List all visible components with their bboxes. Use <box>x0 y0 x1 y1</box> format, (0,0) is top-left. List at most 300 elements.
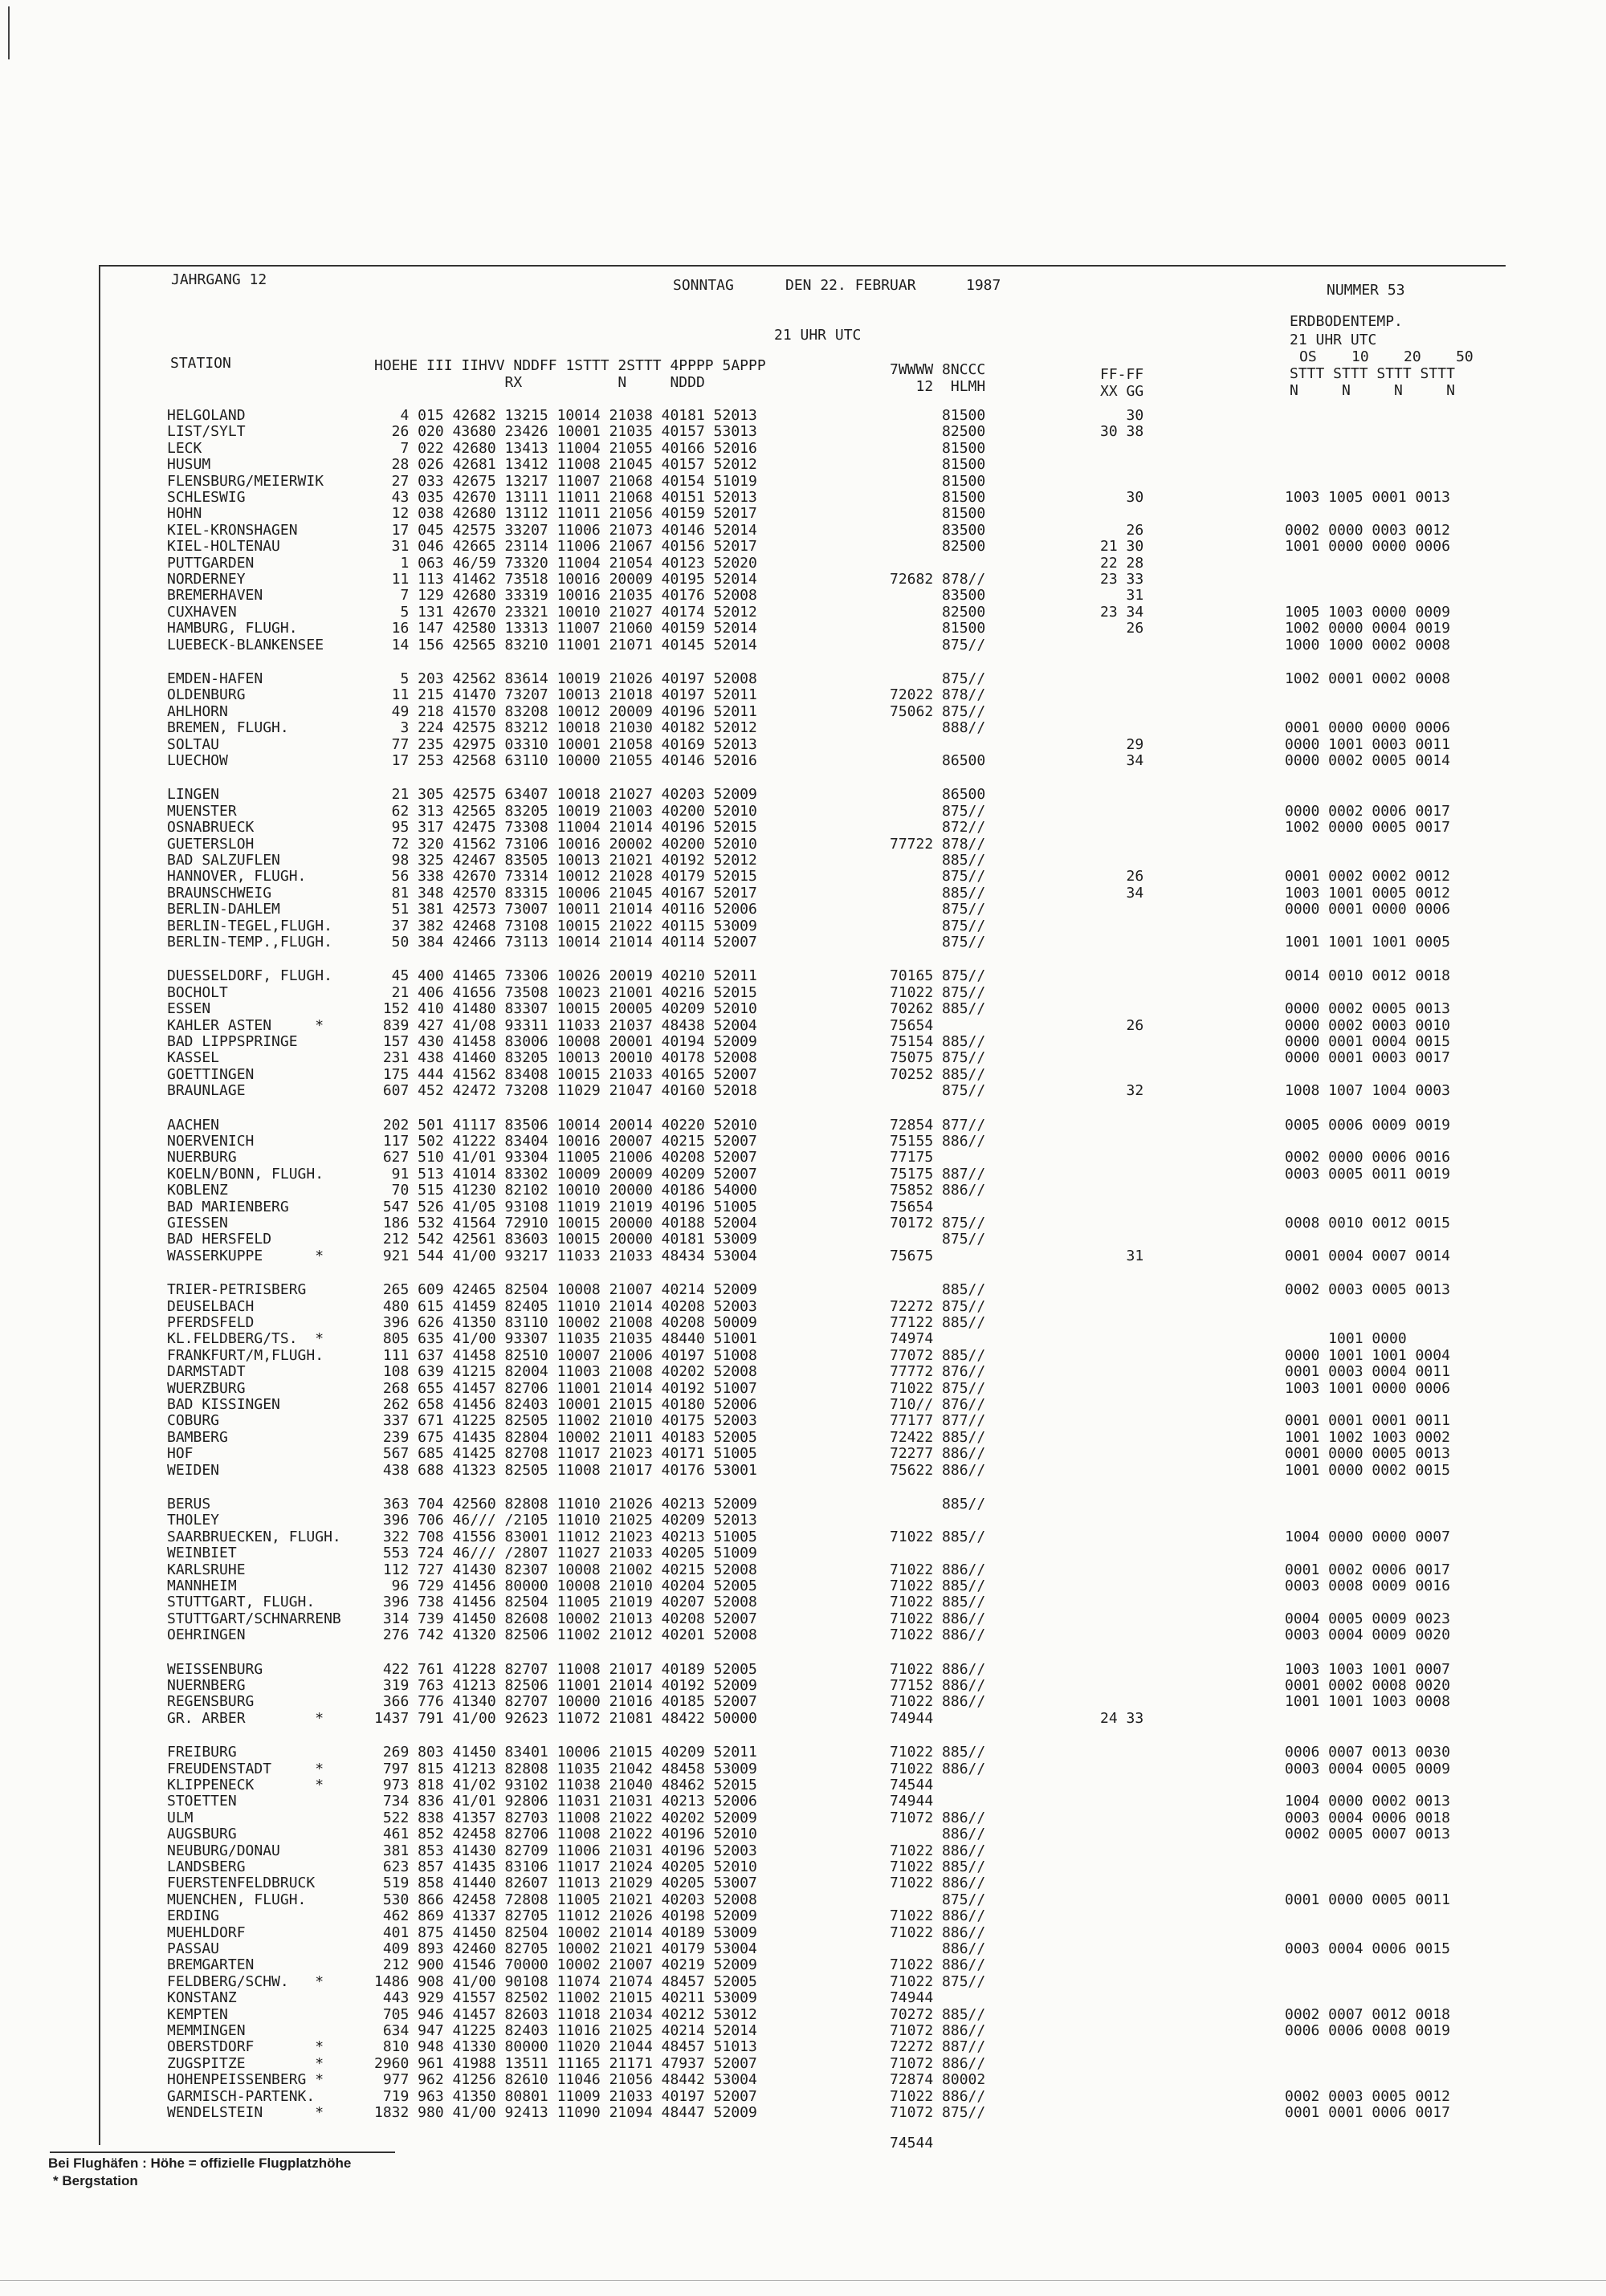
station-name: KONSTANZ <box>167 1989 237 2007</box>
station-name: HUSUM <box>167 456 211 474</box>
synop-values: 530 866 42458 72808 11005 21021 40203 52008 <box>374 1891 757 1908</box>
station-name: KEMPTEN <box>167 2005 228 2023</box>
soil-temps: 1000 1000 0002 0008 <box>1285 636 1450 653</box>
weather-code: 885// <box>890 852 986 869</box>
weather-code: 71022 885// <box>890 1528 986 1545</box>
wind-gusts: 26 <box>1100 868 1144 885</box>
soil-temps: 0003 0005 0011 0019 <box>1285 1165 1450 1183</box>
weather-code: 83500 <box>890 521 986 539</box>
synop-values: 810 948 41330 80000 11020 21044 48457 51013 <box>374 2038 757 2056</box>
soil-temps: 0002 0003 0005 0013 <box>1285 1281 1450 1299</box>
soil-temps: 1002 0000 0004 0019 <box>1285 620 1450 637</box>
station-name: BRAUNLAGE <box>167 1082 246 1100</box>
synop-values: 14 156 42565 83210 11001 21071 40145 52014 <box>374 636 757 653</box>
synop-values: 973 818 41/02 93102 11038 21040 48462 52015 <box>374 1777 757 1793</box>
station-name: NUERBURG <box>167 1149 237 1166</box>
weather-code: 72022 878// <box>890 686 986 704</box>
synop-values: 1437 791 41/00 92623 11072 21081 48422 50000 <box>374 1709 757 1727</box>
synop-values: 5 131 42670 23321 10010 21027 40174 52012 <box>374 603 757 621</box>
synop-values: 186 532 41564 72910 10015 20000 40188 52004 <box>374 1215 757 1231</box>
synop-values: 443 929 41557 82502 11002 21015 40211 53009 <box>374 1989 757 2007</box>
station-name: OSNABRUECK <box>167 819 255 837</box>
soil-temps: 0000 0002 0003 0010 <box>1285 1016 1450 1034</box>
soil-temps: 1005 1003 0000 0009 <box>1285 603 1450 621</box>
synop-values: 231 438 41460 83205 10013 20010 40178 52008 <box>374 1049 757 1067</box>
weather-code: 71022 875// <box>890 1379 986 1397</box>
weather-code: 74944 <box>890 1989 934 2007</box>
wind-gusts: 26 <box>1100 1016 1144 1034</box>
weather-code: 75622 886// <box>890 1461 986 1479</box>
soil-temps: 1004 0000 0002 0013 <box>1285 1793 1450 1810</box>
weather-code: 71022 875// <box>890 983 986 1001</box>
synop-values: 152 410 41480 83307 10015 20005 40209 52010 <box>374 1000 757 1018</box>
weather-code: 888// <box>890 719 986 737</box>
weather-code: 81500 <box>890 407 986 424</box>
station-name: ZUGSPITZE * <box>167 2054 324 2072</box>
station-name: KASSEL <box>167 1049 220 1067</box>
soil-temps: 0006 0007 0013 0030 <box>1285 1744 1450 1761</box>
soil-temps: 0002 0005 0007 0013 <box>1285 1826 1450 1843</box>
synop-values: 2960 961 41988 13511 11165 21171 47937 52007 <box>374 2054 757 2072</box>
synop-values: 276 742 41320 82506 11002 21012 40201 52008 <box>374 1626 757 1644</box>
soil-temps: 0014 0010 0012 0018 <box>1285 967 1450 985</box>
synop-values: 17 253 42568 63110 10000 21055 40146 52016 <box>374 752 757 769</box>
station-name: FREIBURG <box>167 1744 237 1761</box>
synop-values: 719 963 41350 80801 11009 21033 40197 52007 <box>374 2087 757 2105</box>
synop-values: 28 026 42681 13412 11008 21045 40157 52012 <box>374 456 757 474</box>
station-header: STATION <box>170 355 231 372</box>
soil-temps: 0002 0000 0003 0012 <box>1285 521 1450 539</box>
soil-temps: 0000 0001 0000 0006 <box>1285 901 1450 918</box>
weather-code: 81500 <box>890 505 986 523</box>
weather-code: 74544 <box>890 1777 934 1793</box>
synop-values: 3 224 42575 83212 10018 21030 40182 52012 <box>374 719 757 737</box>
weather-code: 710// 876// <box>890 1396 986 1413</box>
synop-values: 396 626 41350 83110 10002 21008 40208 50009 <box>374 1314 757 1331</box>
weather-code: 875// <box>890 802 986 820</box>
soil-temps: 0003 0004 0006 0015 <box>1285 1940 1450 1957</box>
station-name: FREUDENSTADT * <box>167 1760 324 1777</box>
soil-temps: 0003 0004 0005 0009 <box>1285 1760 1450 1777</box>
synop-values: 111 637 41458 82510 10007 21006 40197 51008 <box>374 1346 757 1364</box>
weather-code: 71022 886// <box>890 1956 986 1974</box>
weather-code: 77175 <box>890 1149 934 1166</box>
synop-values: 81 348 42570 83315 10006 21045 40167 52017 <box>374 884 757 902</box>
synop-values: 461 852 42458 82706 11008 21022 40196 52010 <box>374 1826 757 1843</box>
weather-code: 886// <box>890 1826 986 1843</box>
station-name: SOLTAU <box>167 735 220 753</box>
soil-temps: 1001 0000 0002 0015 <box>1285 1461 1450 1479</box>
weather-code: 875// <box>890 901 986 918</box>
synop-values: 319 763 41213 82506 11001 21014 40192 52009 <box>374 1677 757 1694</box>
wind-gusts: 21 30 <box>1100 538 1144 556</box>
station-name: KOBLENZ <box>167 1182 228 1199</box>
extra-code: 74544 <box>890 2135 934 2151</box>
station-name: KAHLER ASTEN * <box>167 1016 324 1034</box>
weather-code: 71022 885// <box>890 1577 986 1594</box>
station-name: EMDEN-HAFEN <box>167 670 263 687</box>
wind-gusts: 30 <box>1100 407 1144 424</box>
wind-gusts: 30 <box>1100 489 1144 506</box>
soil-temps: 0000 0002 0005 0014 <box>1285 752 1450 769</box>
soil-temps: 0001 0000 0000 0006 <box>1285 719 1450 737</box>
soil-temps: 0001 0000 0005 0011 <box>1285 1891 1450 1908</box>
wind-columns-header: FF-FF <box>1100 366 1144 383</box>
weather-code: 77072 885// <box>890 1346 986 1364</box>
synop-values: 839 427 41/08 93311 11033 21037 48438 52004 <box>374 1016 757 1034</box>
synop-values: 623 857 41435 83106 11017 21024 40205 52010 <box>374 1858 757 1875</box>
station-name: COBURG <box>167 1412 220 1430</box>
synop-values: 11 113 41462 73518 10016 20009 40195 52014 <box>374 571 757 588</box>
weather-code: 71022 875// <box>890 1972 986 1990</box>
synop-values: 212 900 41546 70000 10002 21007 40219 52009 <box>374 1956 757 1974</box>
synop-values: 112 727 41430 82307 10008 21002 40215 52008 <box>374 1561 757 1578</box>
weather-code: 71022 886// <box>890 1907 986 1925</box>
station-name: KIEL-HOLTENAU <box>167 538 280 556</box>
weather-code: 71022 885// <box>890 1744 986 1761</box>
soil-temps: 0001 0004 0007 0014 <box>1285 1247 1450 1264</box>
soil-depths: OS 10 20 50 <box>1299 348 1474 365</box>
synop-values: 438 688 41323 82505 11008 21017 40176 53001 <box>374 1461 757 1479</box>
soil-temps: 0001 0002 0002 0012 <box>1285 868 1450 885</box>
station-name: HELGOLAND <box>167 407 246 424</box>
synop-values: 921 544 41/00 93217 11033 21033 48434 53004 <box>374 1247 757 1264</box>
soil-temps: 1001 1001 1001 0005 <box>1285 934 1450 951</box>
weather-code: 70262 885// <box>890 1000 986 1018</box>
soil-temps: 0000 0001 0003 0017 <box>1285 1049 1450 1067</box>
weather-code: 77722 878// <box>890 835 986 853</box>
synop-values: 45 400 41465 73306 10026 20019 40210 52011 <box>374 967 757 985</box>
synop-values: 366 776 41340 82707 10000 21016 40185 52007 <box>374 1693 757 1711</box>
synop-values: 98 325 42467 83505 10013 21021 40192 52012 <box>374 852 757 869</box>
synop-values: 70 515 41230 82102 10010 20000 40186 54000 <box>374 1182 757 1199</box>
soil-temps: 0001 0002 0006 0017 <box>1285 1561 1450 1578</box>
station-name: FUERSTENFELDBRUCK <box>167 1875 316 1892</box>
weather-code: 875// <box>890 934 986 951</box>
synop-values: 91 513 41014 83302 10009 20009 40209 52007 <box>374 1165 757 1183</box>
soil-temps: 0001 0001 0006 0017 <box>1285 2104 1450 2121</box>
weekday-label: SONNTAG <box>673 277 734 294</box>
station-name: MUEHLDORF <box>167 1924 246 1941</box>
station-name: THOLEY <box>167 1512 220 1529</box>
weather-code: 75175 887// <box>890 1165 986 1183</box>
station-name: KARLSRUHE <box>167 1561 246 1578</box>
synop-values: 401 875 41450 82504 10002 21014 40189 53009 <box>374 1924 757 1941</box>
volume-label: JAHRGANG 12 <box>171 271 267 288</box>
station-name: STOETTEN <box>167 1793 237 1810</box>
station-name: MEMMINGEN <box>167 2022 246 2039</box>
station-name: AUGSBURG <box>167 1826 237 1843</box>
station-name: WEIDEN <box>167 1461 220 1479</box>
weather-code: 74944 <box>890 1793 934 1810</box>
soil-temps: 1001 0000 <box>1285 1330 1407 1348</box>
weather-code: 71022 886// <box>890 1660 986 1678</box>
weather-code: 875// <box>890 670 986 687</box>
soil-temps: 1002 0000 0005 0017 <box>1285 819 1450 837</box>
soil-temps: 0002 0000 0006 0016 <box>1285 1149 1450 1166</box>
station-name: MUENCHEN, FLUGH. <box>167 1891 307 1908</box>
station-name: DEUSELBACH <box>167 1297 255 1315</box>
soil-temps: 0000 0002 0005 0013 <box>1285 1000 1450 1018</box>
weather-code: 885// <box>890 884 986 902</box>
station-name: WENDELSTEIN * <box>167 2104 324 2121</box>
synop-values: 734 836 41/01 92806 11031 21031 40213 52006 <box>374 1793 757 1810</box>
station-name: NEUBURG/DONAU <box>167 1842 280 1859</box>
synop-values: 519 858 41440 82607 11013 21029 40205 53007 <box>374 1875 757 1892</box>
synop-values: 567 685 41425 82708 11017 21023 40171 51005 <box>374 1445 757 1463</box>
soil-temps: 1003 1003 1001 0007 <box>1285 1660 1450 1678</box>
soil-temps: 1004 0000 0000 0007 <box>1285 1528 1450 1545</box>
weather-code: 71072 875// <box>890 2104 986 2121</box>
soil-temps: 0001 0000 0005 0013 <box>1285 1445 1450 1463</box>
weather-code: 72682 878// <box>890 571 986 588</box>
station-name: KIEL-KRONSHAGEN <box>167 521 298 539</box>
synop-values: 337 671 41225 82505 11002 21010 40175 52003 <box>374 1412 757 1430</box>
weather-code: 70165 875// <box>890 967 986 985</box>
soil-stt-header: STTT STTT STTT STTT <box>1290 365 1455 382</box>
weather-code: 74944 <box>890 1709 934 1727</box>
soil-temp-time: 21 UHR UTC <box>1290 332 1377 348</box>
wind-columns-subheader: XX GG <box>1100 383 1144 400</box>
year-label: 1987 <box>966 277 1001 294</box>
station-name: GARMISCH-PARTENK. <box>167 2087 316 2105</box>
station-name: BRAUNSCHWEIG <box>167 884 272 902</box>
synop-values: 977 962 41256 82610 11046 21056 48442 53004 <box>374 2071 757 2089</box>
station-name: WEINBIET <box>167 1545 237 1562</box>
weather-code: 75155 886// <box>890 1133 986 1150</box>
wind-gusts: 23 33 <box>1100 571 1144 588</box>
synop-values: 175 444 41562 83408 10015 21033 40165 52007 <box>374 1065 757 1083</box>
weather-code: 81500 <box>890 472 986 490</box>
soil-temps: 0003 0004 0009 0020 <box>1285 1626 1450 1644</box>
soil-temps: 0001 0001 0001 0011 <box>1285 1412 1450 1430</box>
soil-temps: 0002 0007 0012 0018 <box>1285 2005 1450 2023</box>
weather-code: 875// <box>890 1891 986 1908</box>
station-name: BAD SALZUFLEN <box>167 852 280 869</box>
weather-code: 70172 875// <box>890 1215 986 1231</box>
synop-values: 51 381 42573 73007 10011 21014 40116 52006 <box>374 901 757 918</box>
station-name: OEHRINGEN <box>167 1626 246 1644</box>
weather-code: 71022 886// <box>890 1875 986 1892</box>
soil-temps: 0003 0004 0006 0018 <box>1285 1809 1450 1826</box>
synop-values: 49 218 41570 83208 10012 20009 40196 52011 <box>374 702 757 720</box>
synop-values: 396 738 41456 82504 11005 21019 40207 52008 <box>374 1594 757 1611</box>
station-name: CUXHAVEN <box>167 603 237 621</box>
synop-values: 1486 908 41/00 90108 11074 21074 48457 52005 <box>374 1972 757 1990</box>
synop-values: 522 838 41357 82703 11008 21022 40202 52009 <box>374 1809 757 1826</box>
weather-code: 70272 885// <box>890 2005 986 2023</box>
weather-code: 71022 885// <box>890 1858 986 1875</box>
soil-temps: 1003 1005 0001 0013 <box>1285 489 1450 506</box>
synop-values: 314 739 41450 82608 10002 21013 40208 52007 <box>374 1610 757 1627</box>
station-name: LUEBECK-BLANKENSEE <box>167 636 324 653</box>
weather-code: 875// <box>890 868 986 885</box>
weather-code: 72272 887// <box>890 2038 986 2056</box>
synop-values: 239 675 41435 82804 10002 21011 40183 52005 <box>374 1428 757 1446</box>
weather-code: 86500 <box>890 752 986 769</box>
synop-values: 627 510 41/01 93304 11005 21006 40208 52007 <box>374 1149 757 1166</box>
weather-code: 83500 <box>890 587 986 605</box>
wind-gusts: 31 <box>1100 1247 1144 1264</box>
station-name: KL.FELDBERG/TS. * <box>167 1330 324 1348</box>
soil-temps: 0002 0003 0005 0012 <box>1285 2087 1450 2105</box>
synop-values: 547 526 41/05 93108 11019 21019 40196 51005 <box>374 1198 757 1215</box>
station-name: PUTTGARDEN <box>167 554 255 572</box>
station-name: LECK <box>167 439 202 457</box>
wind-gusts: 26 <box>1100 521 1144 539</box>
weather-code: 72422 885// <box>890 1428 986 1446</box>
synop-values: 96 729 41456 80000 10008 21010 40204 52005 <box>374 1577 757 1594</box>
weather-code: 885// <box>890 1496 986 1512</box>
synop-values: 50 384 42466 73113 10014 21014 40114 52007 <box>374 934 757 951</box>
station-name: HOHENPEISSENBERG * <box>167 2071 324 2089</box>
weather-code: 75654 <box>890 1198 934 1215</box>
weather-code: 82500 <box>890 538 986 556</box>
station-name: AACHEN <box>167 1116 220 1134</box>
synop-values: 553 724 46/// /2807 11027 21033 40205 51009 <box>374 1545 757 1562</box>
footnote-airport-height: Bei Flughäfen : Höhe = offizielle Flugplatzhöhe <box>48 2156 352 2171</box>
synop-values: 37 382 42468 73108 10015 21022 40115 53009 <box>374 917 757 934</box>
station-name: GR. ARBER * <box>167 1709 324 1727</box>
weather-code: 72272 875// <box>890 1297 986 1315</box>
weather-code: 72854 877// <box>890 1116 986 1134</box>
station-name: ESSEN <box>167 1000 211 1018</box>
station-name: STUTTGART/SCHNARRENB <box>167 1610 341 1627</box>
station-name: WUERZBURG <box>167 1379 246 1397</box>
synop-values: 157 430 41458 83006 10008 20001 40194 52009 <box>374 1033 757 1050</box>
soil-temps: 0001 0003 0004 0011 <box>1285 1363 1450 1381</box>
synop-values: 43 035 42670 13111 11011 21068 40151 52013 <box>374 489 757 506</box>
station-name: BAMBERG <box>167 1428 228 1446</box>
station-name: BOCHOLT <box>167 983 228 1001</box>
soil-temps: 0003 0008 0009 0016 <box>1285 1577 1450 1594</box>
weather-code: 71072 886// <box>890 1809 986 1826</box>
station-name: GOETTINGEN <box>167 1065 255 1083</box>
synop-values: 62 313 42565 83205 10019 21003 40200 52010 <box>374 802 757 820</box>
station-name: AHLHORN <box>167 702 228 720</box>
station-name: BAD KISSINGEN <box>167 1396 280 1413</box>
wind-gusts: 30 38 <box>1100 423 1144 441</box>
weather-code: 77152 886// <box>890 1677 986 1694</box>
synop-values: 77 235 42975 03310 10001 21058 40169 52013 <box>374 735 757 753</box>
weather-code: 71022 886// <box>890 1760 986 1777</box>
soil-temps: 1003 1001 0005 0012 <box>1285 884 1450 902</box>
synop-values: 480 615 41459 82405 11010 21014 40208 52003 <box>374 1297 757 1315</box>
station-name: BREMERHAVEN <box>167 587 263 605</box>
date-label: DEN 22. FEBRUAR <box>785 277 916 294</box>
wind-gusts: 23 34 <box>1100 603 1144 621</box>
station-name: PFERDSFELD <box>167 1314 255 1331</box>
station-name: KOELN/BONN, FLUGH. <box>167 1165 324 1183</box>
weather-code: 86500 <box>890 786 986 804</box>
weather-code: 872// <box>890 819 986 837</box>
station-name: PASSAU <box>167 1940 220 1957</box>
synop-values: 31 046 42665 23114 11006 21067 40156 52017 <box>374 538 757 556</box>
issue-number: NUMMER 53 <box>1327 282 1405 299</box>
station-name: HOF <box>167 1445 194 1463</box>
synop-values: 21 305 42575 63407 10018 21027 40203 52009 <box>374 786 757 804</box>
station-name: HAMBURG, FLUGH. <box>167 620 298 637</box>
weather-code: 74974 <box>890 1330 934 1348</box>
station-name: MUENSTER <box>167 802 237 820</box>
soil-temps: 0008 0010 0012 0015 <box>1285 1215 1450 1231</box>
footnote-mountain-station: * Bergstation <box>53 2173 138 2188</box>
weather-code: 875// <box>890 1231 986 1248</box>
synop-values: 56 338 42670 73314 10012 21028 40179 52015 <box>374 868 757 885</box>
weather-code: 82500 <box>890 603 986 621</box>
synop-values: 12 038 42680 13112 11011 21056 40159 52017 <box>374 505 757 523</box>
station-name: BERLIN-TEMP.,FLUGH. <box>167 934 332 951</box>
weather-code: 71072 886// <box>890 2022 986 2039</box>
weather-code: 71022 886// <box>890 1842 986 1859</box>
synop-values: 409 893 42460 82705 10002 21021 40179 53004 <box>374 1940 757 1957</box>
weather-code: 71022 886// <box>890 1561 986 1578</box>
time-label: 21 UHR UTC <box>774 327 862 344</box>
footer-rule <box>50 2151 395 2153</box>
soil-temp-title: ERDBODENTEMP. <box>1290 313 1403 330</box>
weather-code: 71022 886// <box>890 1924 986 1941</box>
station-name: SCHLESWIG <box>167 489 246 506</box>
weather-code: 75654 <box>890 1016 934 1034</box>
station-name: WEISSENBURG <box>167 1660 263 1678</box>
station-name: HOHN <box>167 505 202 523</box>
station-name: BAD HERSFELD <box>167 1231 272 1248</box>
wind-gusts: 29 <box>1100 735 1144 753</box>
synop-values: 607 452 42472 73208 11029 21047 40160 52018 <box>374 1082 757 1100</box>
station-name: LIST/SYLT <box>167 423 246 441</box>
weather-code: 72874 80002 <box>890 2071 986 2089</box>
synop-values: 16 147 42580 13313 11007 21060 40159 52014 <box>374 620 757 637</box>
weather-code: 71022 886// <box>890 1626 986 1644</box>
station-name: ULM <box>167 1809 194 1826</box>
soil-temps: 0005 0006 0009 0019 <box>1285 1116 1450 1134</box>
synop-values: 797 815 41213 82808 11035 21042 48458 53009 <box>374 1760 757 1777</box>
soil-temps: 0004 0005 0009 0023 <box>1285 1610 1450 1627</box>
synop-values: 5 203 42562 83614 10019 21026 40197 52008 <box>374 670 757 687</box>
soil-temps: 0000 1001 1001 0004 <box>1285 1346 1450 1364</box>
synop-values: 422 761 41228 82707 11008 21017 40189 52005 <box>374 1660 757 1678</box>
station-name: NOERVENICH <box>167 1133 255 1150</box>
wind-gusts: 31 <box>1100 587 1144 605</box>
weather-columns-header: 7WWWW 8NCCC <box>890 361 986 378</box>
weather-code: 75154 885// <box>890 1033 986 1050</box>
synop-values: 269 803 41450 83401 10006 21015 40209 52011 <box>374 1744 757 1761</box>
station-name: BERUS <box>167 1496 211 1512</box>
main-columns-header: HOEHE III IIHVV NDDFF 1STTT 2STTT 4PPPP 5APPP <box>374 357 766 374</box>
station-name: SAARBRUECKEN, FLUGH. <box>167 1528 341 1545</box>
station-name: BERLIN-DAHLEM <box>167 901 280 918</box>
wind-gusts: 34 <box>1100 884 1144 902</box>
synop-values: 212 542 42561 83603 10015 20000 40181 53009 <box>374 1231 757 1248</box>
synop-values: 95 317 42475 73308 11004 21014 40196 52015 <box>374 819 757 837</box>
soil-temps: 0000 1001 0003 0011 <box>1285 735 1450 753</box>
synop-values: 4 015 42682 13215 10014 21038 40181 52013 <box>374 407 757 424</box>
station-name: NUERNBERG <box>167 1677 246 1694</box>
synop-values: 117 502 41222 83404 10016 20007 40215 52007 <box>374 1133 757 1150</box>
wind-gusts: 22 28 <box>1100 554 1144 572</box>
soil-temps: 1008 1007 1004 0003 <box>1285 1082 1450 1100</box>
wind-gusts: 32 <box>1100 1082 1144 1100</box>
weather-code: 77122 885// <box>890 1314 986 1331</box>
station-name: MANNHEIM <box>167 1577 237 1594</box>
synop-values: 27 033 42675 13217 11007 21068 40154 51019 <box>374 472 757 490</box>
station-name: FRANKFURT/M,FLUGH. <box>167 1346 324 1364</box>
main-columns-subheader: RX N NDDD <box>374 374 705 391</box>
station-name: WASSERKUPPE * <box>167 1247 324 1264</box>
synop-values: 363 704 42560 82808 11010 21026 40213 52009 <box>374 1496 757 1512</box>
weather-code: 875// <box>890 917 986 934</box>
weather-code: 71022 885// <box>890 1594 986 1611</box>
